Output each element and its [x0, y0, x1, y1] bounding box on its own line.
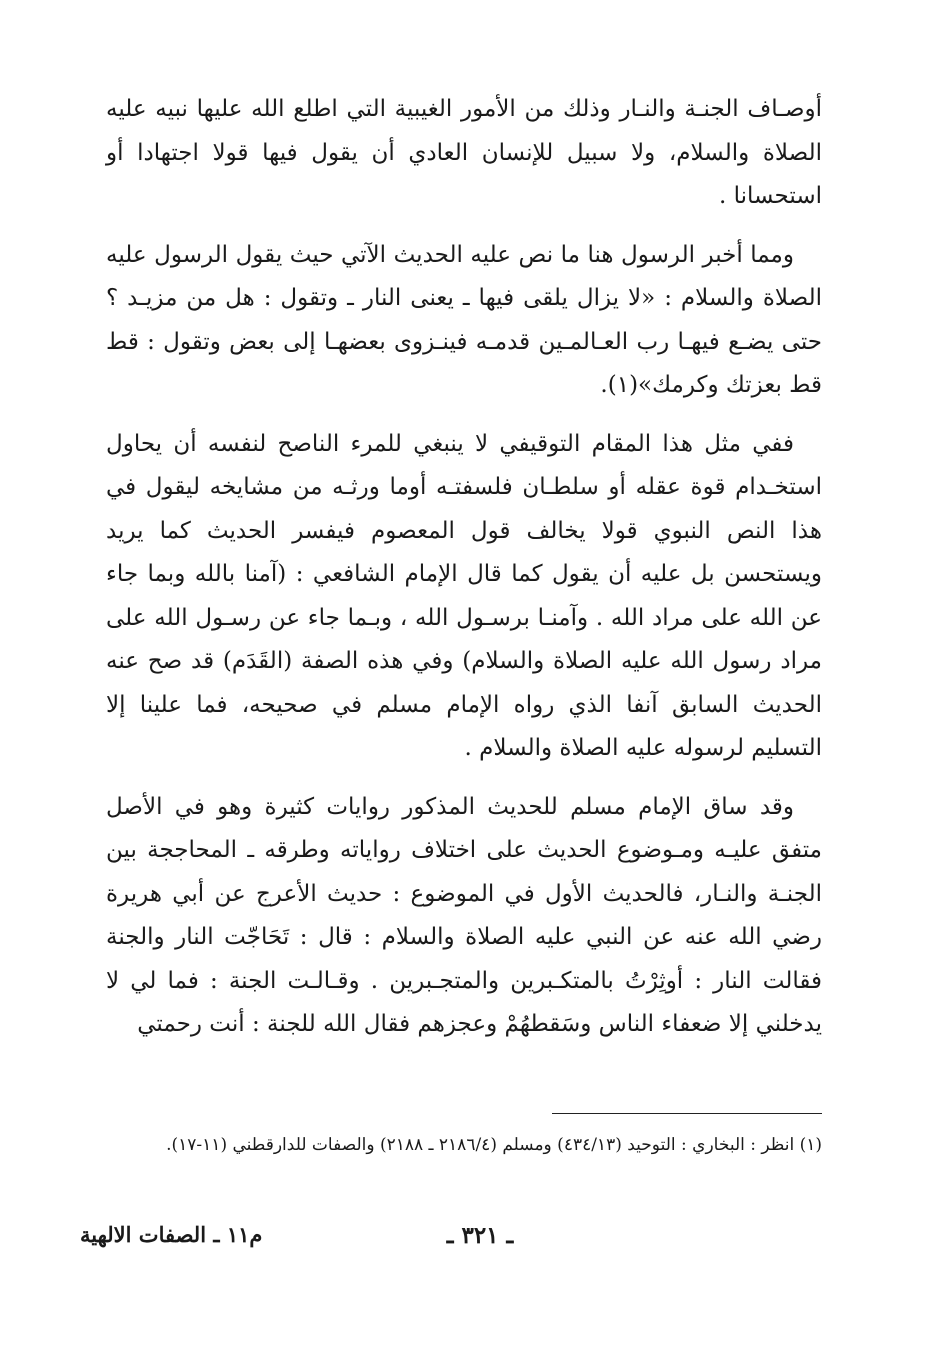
paragraph-4: وقد ساق الإمام مسلم للحديث المذكور روايات كثيرة وهو في الأصل متفق عليـه ومـوضوع الحديث على اختلاف رواياته وطرقه ـ المحاججة بين الجنـة والنـار، فالحديث الأول في الموضوع : حديث الأعرج عن أبي هريرة رضي الله عنه عن النبي عليه الصلاة والسلام : قال : تَحَاجّت النار والجنة فقالت النار : أوثِرْتُ بالمتكـبرين والمتجـبرين . وقـالـت الجنة : فما لي لا يدخلني إلا ضعفاء الناس وسَقطهُمْ وعجزهم فقال الله للجنة : أنت رحمتي — [106, 793, 822, 1037]
paragraph-2: ومما أخبر الرسول هنا ما نص عليه الحديث الآتي حيث يقول الرسول عليه الصلاة والسلام : «لا يزال يلقى فيها ـ يعنى النار ـ وتقول : هل من مزيـد ؟ حتى يضـع فيهـا رب العـالمـين قدمـه فينـزوى بعضهـا إلى بعض وتقول : قط قط بعزتك وكرمك»(١). — [106, 241, 822, 398]
main-text — [106, 88, 822, 1062]
page-number: ـ ٣٢١ ـ — [446, 1222, 514, 1249]
footnote-divider — [552, 1113, 822, 1114]
paragraph-1: أوصـاف الجنـة والنـار وذلك من الأمور الغيبية التي اطلع الله عليها نبيه عليه الصلاة والسلام، ولا سبيل للإنسان العادي أن يقول فيها قولا اجتهادا أو استحسانا . — [106, 96, 822, 209]
footnote: (١) انظر : البخاري : التوحيد (٤٣٤/١٣) ومسلم (٢١٨٦/٤ ـ ٢١٨٨) والصفات للدارقطني (١١-١٧). — [166, 1135, 822, 1155]
paragraph-3: ففي مثل هذا المقام التوقيفي لا ينبغي للمرء الناصح لنفسه أن يحاول استخـدام قوة عقله أو سلطـان فلسفتـه أوما ورثـه من مشايخه ليقول في هذا النص النبوي قولا يخالف قول المعصوم فيفسر الحديث كما يريد ويستحسن بل عليه أن يقول كما قال الإمام الشافعي : (آمنا بالله وبما جاء عن الله على مراد الله . وآمنـا برسـول الله ، وبـما جاء عن رسـول الله على مراد رسول الله عليه الصلاة والسلام) وفي هذه الصفة (القَدَم) قد صح عنه الحديث السابق آنفا الذي رواه الإمام مسلم في صحيحه، فما علينا إلا التسليم لرسوله عليه الصلاة والسلام . — [106, 430, 822, 761]
running-footer-title: م١١ ـ الصفات الالهية — [80, 1222, 263, 1247]
